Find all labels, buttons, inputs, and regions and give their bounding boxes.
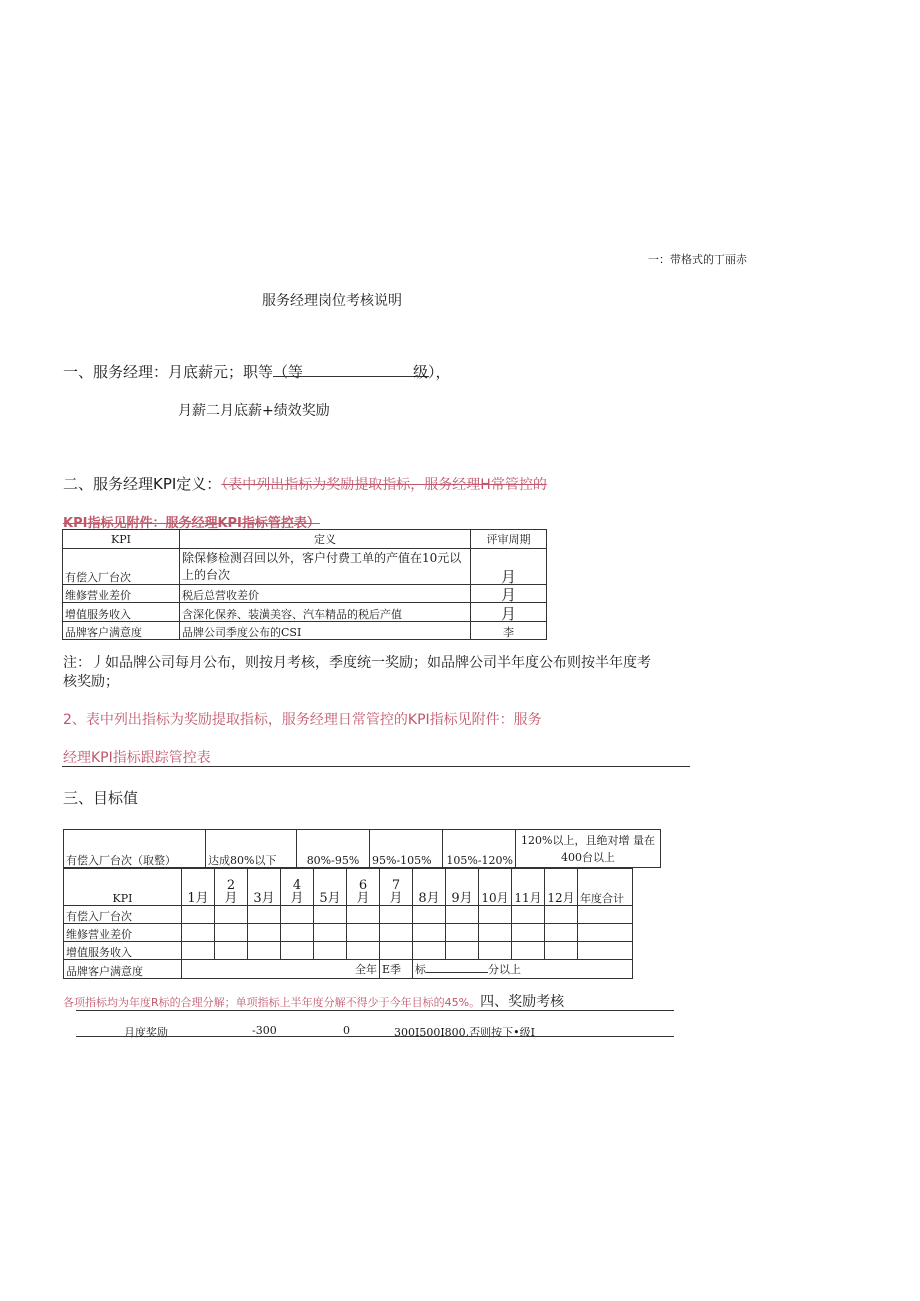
deleted-text-2: KPI指标见附件：服务经理KPI指标管控表） [63,516,320,531]
month-header: 12月 [545,869,578,906]
divider [76,1036,674,1037]
salary-formula: 月薪二月底薪+绩效奖励 [178,403,330,419]
tier-cell: 95%-105% [370,830,443,868]
tier-top-line-1: 120%以上，且绝对增 量在 [521,833,655,847]
tier-top-line-2: 400台以上 [561,850,615,864]
annual-total-header: 年度合计 [578,869,633,906]
section1-line [63,361,451,382]
kpi-period: 月 [471,603,547,622]
section3-heading: 三、目标值 [63,789,139,807]
deleted-text-1: （表中列出指标为奖励提取指标，服务经理H常管控的 [221,477,547,493]
row-label: 品牌客户满意度 [64,960,182,979]
section4-heading: 四、奖励考核 [480,994,565,1010]
inserted-text-2: 经理KPI指标跟踪管控表 [63,750,211,766]
kpi-definition: 除保修检测召回以外，客户付费工单的产值在10元以上的台次 [180,549,471,585]
table-row [64,960,633,979]
kpi-name: 品牌客户满意度 [63,622,180,640]
divider [62,766,690,767]
table-row [64,942,633,960]
reward-value-2: 0 [343,1024,350,1037]
divider [76,1010,674,1011]
note-line-2: 核奖励； [63,674,119,690]
kpi-definition: 含深化保养、装潢美容、汽车精品的税后产值 [180,603,471,622]
tier-cell: 达成80%以下 [206,830,297,868]
row-label: 增值服务收入 [64,942,182,960]
month-header: 4 月 [281,869,314,906]
reward-value-1: -300 [252,1024,277,1037]
tier-cell: 105%-120% [443,830,516,868]
month-header: 10月 [479,869,512,906]
tier-label: 有偿入厂台次（取整） [64,830,206,868]
csi-cell-1: 全年 [182,960,380,979]
table-row [64,906,633,924]
header-kpi: KPI [63,530,180,549]
table-row [64,924,633,942]
month-header: 11月 [512,869,545,906]
tier-table [63,829,661,868]
kpi-name: 增值服务收入 [63,603,180,622]
csi-cell-2: E季 [380,960,413,979]
note-line-1: 注：丿如品牌公司每月公布，则按月考核，季度统一奖励；如品牌公司半年度公布则按半年度考 [63,655,651,671]
section2-heading [63,473,547,494]
month-header: 1月 [182,869,215,906]
section4-line [63,991,564,1011]
kpi-period: 月 [471,585,547,603]
csi-cell-3: 标 分以上 [413,960,633,979]
tier-cell: 80%-95% [297,830,370,868]
reward-label: 月度奖励 [124,1026,168,1039]
header-definition: 定义 [180,530,471,549]
kpi-definition-table [62,529,547,640]
month-header: 9月 [446,869,479,906]
kpi-definition: 税后总营收差价 [180,585,471,603]
kpi-period: 李 [471,622,547,640]
kpi-name: 维修营业差价 [63,585,180,603]
section1-suffix: 级）， [413,363,451,381]
reward-value-3: 300I500I800,否则按下•级I [394,1026,536,1039]
row-label: 维修营业差价 [64,924,182,942]
inserted-text-1: 2、表中列出指标为奖励提取指标，服务经理日常管控的KPI指标见附件：服务 [63,712,542,728]
page-title: 服务经理岗位考核说明 [262,293,402,309]
month-header: 2 月 [215,869,248,906]
kpi-definition: 品牌公司季度公布的CSI [180,622,471,640]
section1-prefix: 一、服务经理：月底薪元；职等（等 [63,363,304,381]
month-header: 8月 [413,869,446,906]
row-label: 有偿入厂台次 [64,906,182,924]
month-header: 5月 [314,869,347,906]
format-note: 一：带格式的丁丽赤 [648,253,747,266]
tier-cell-top [516,830,661,868]
month-kpi-header: KPI [64,869,182,906]
pink-note: 各项指标均为年度R标的合理分解；单项指标上半年度分解不得少于今年目标的45%。 [63,996,481,1009]
section2-prefix: 二、服务经理KPI定义： [63,475,222,493]
kpi-period: 月 [471,549,547,585]
month-header: 7 月 [380,869,413,906]
month-header: 6 月 [347,869,380,906]
kpi-name: 有偿入厂台次 [63,549,180,585]
header-period: 评审周期 [471,530,547,549]
grade-blank [273,362,429,377]
monthly-target-table [63,868,633,979]
month-header: 3月 [248,869,281,906]
